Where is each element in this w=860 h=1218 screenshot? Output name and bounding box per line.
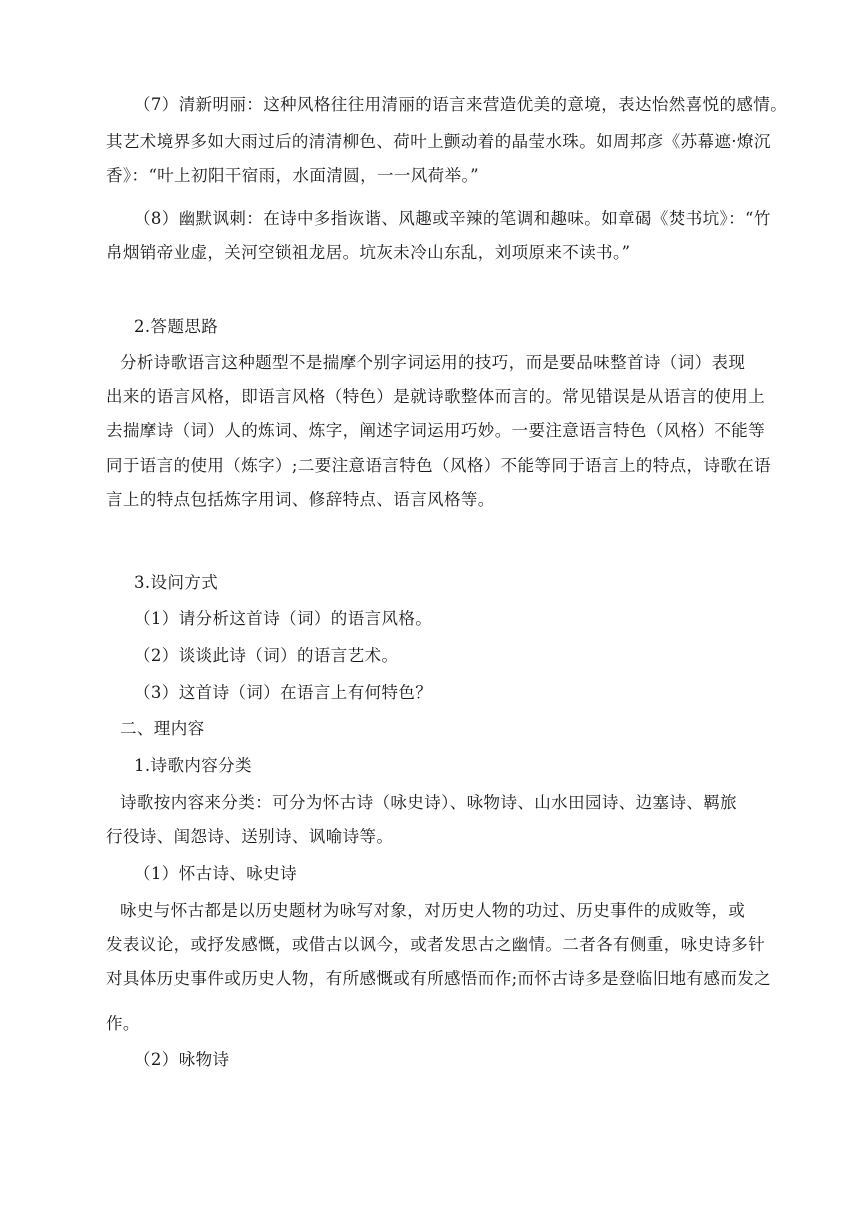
section-heading: 1.诗歌内容分类 <box>134 756 252 775</box>
text-line: （7）清新明丽：这种风格往往用清丽的语言来营造优美的意境，表达怡然喜悦的感情。 <box>134 95 788 114</box>
text-line: 对具体历史事件或历史人物，有所感慨或有所感悟而作;而怀古诗多是登临旧地有感而发之 <box>106 969 772 988</box>
text-line: （8）幽默讽刺：在诗中多指诙谐、风趣或辛辣的笔调和趣味。如章碣《焚书坑》：“竹 <box>134 209 771 228</box>
list-item: （2）谈谈此诗（词）的语言艺术。 <box>134 646 399 665</box>
list-item: （1）请分析这首诗（词）的语言风格。 <box>134 609 433 628</box>
text-line: 香》：“叶上初阳干宿雨，水面清圆，一一风荷举。” <box>106 166 479 185</box>
list-item: （1）怀古诗、咏史诗 <box>134 864 297 883</box>
text-line: 咏史与怀古都是以历史题材为咏写对象，对历史人物的功过、历史事件的成败等，或 <box>120 901 746 920</box>
text-line: 帛烟销帝业虚，关河空锁祖龙居。坑灰未冷山东乱，刘项原来不读书。” <box>106 243 631 262</box>
text-line: 分析诗歌语言这种题型不是揣摩个别字词运用的技巧，而是要品味整首诗（词）表现 <box>120 353 746 372</box>
text-line: 行役诗、闺怨诗、送别诗、讽喻诗等。 <box>106 827 394 846</box>
section-heading: 2.答题思路 <box>134 317 219 336</box>
section-heading: 二、理内容 <box>120 719 205 738</box>
text-line: 其艺术境界多如大雨过后的清清柳色、荷叶上颤动着的晶莹水珠。如周邦彦《苏幕遮·燎沉 <box>106 132 771 151</box>
list-item: （3）这首诗（词）在语言上有何特色？ <box>134 683 433 702</box>
section-heading: 3.设问方式 <box>134 573 219 592</box>
text-line: 同于语言的使用（炼字）;二要注意语言特色（风格）不能等同于语言上的特点，诗歌在语 <box>106 456 772 475</box>
text-line: 诗歌按内容来分类：可分为怀古诗（咏史诗）、咏物诗、山水田园诗、边塞诗、羁旅 <box>120 793 738 812</box>
text-line: 言上的特点包括炼字用词、修辞特点、语言风格等。 <box>106 490 495 509</box>
text-line: 去揣摩诗（词）人的炼词、炼字，阐述字词运用巧妙。一要注意语言特色（风格）不能等 <box>106 421 766 440</box>
text-line: 发表议论，或抒发感慨，或借古以讽今，或者发思古之幽情。二者各有侧重，咏史诗多针 <box>106 935 766 954</box>
text-line: 作。 <box>106 1014 140 1033</box>
list-item: （2）咏物诗 <box>134 1050 230 1069</box>
text-line: 出来的语言风格，即语言风格（特色）是就诗歌整体而言的。常见错误是从语言的使用上 <box>106 387 766 406</box>
